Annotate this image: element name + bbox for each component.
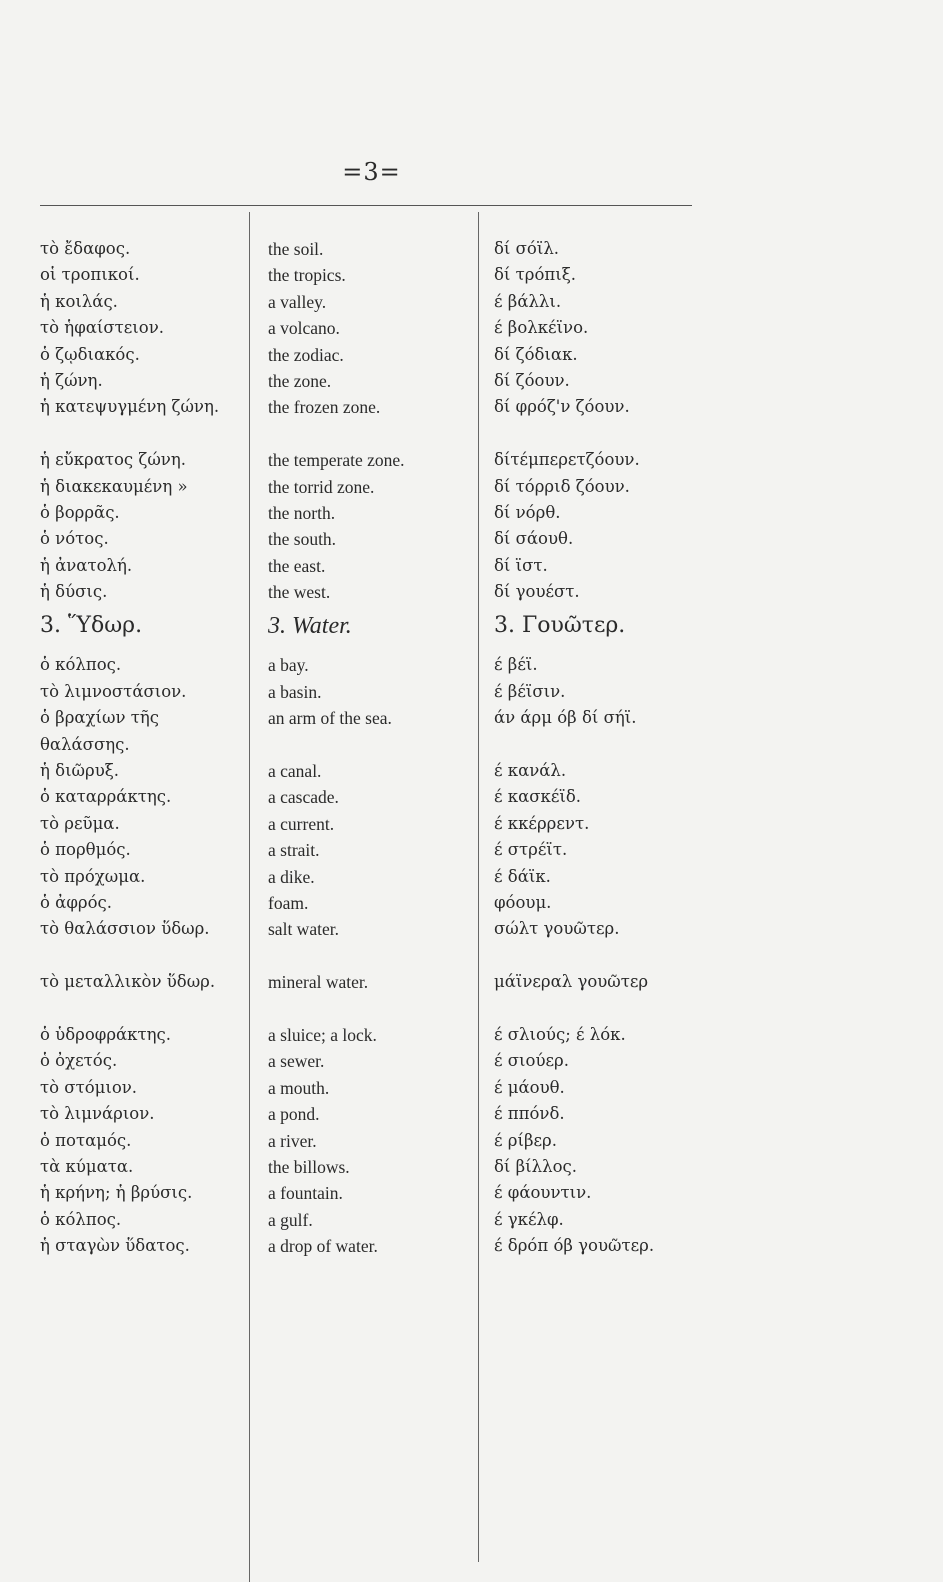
section-heading-pronunciation: 3. Γουῶτερ. [494,613,626,639]
greek-term: ὁ βραχίων τῆς θαλάσσης. [40,708,160,754]
pronunciation-column [494,236,704,1286]
greek-term: ἡ κατεψυγμένη ζώνη. [40,397,220,417]
greek-term: οἱ τροπικοί. [40,265,140,285]
pronunciation: δί νόρθ. [494,502,561,522]
pronunciation: έ δρόπ όβ γουῶτερ. [494,1236,655,1256]
english-term: mineral water. [268,972,369,993]
english-term: the west. [268,582,331,603]
greek-term: τὸ ἡφαίστειον. [40,318,164,338]
greek-term: ἡ ζώνη. [40,370,103,390]
greek-term: ἡ διῶρυξ. [40,761,120,781]
english-term: the zodiac. [268,344,344,365]
pronunciation: έ φάουντιν. [494,1183,592,1203]
pronunciation: έ βάλλι. [494,291,562,311]
greek-term: τὸ ἔδαφος. [40,239,131,258]
greek-term: ὁ καταρράκτης. [40,787,172,807]
greek-term: ἡ δύσις. [40,582,108,602]
english-term: a bay. [268,655,309,676]
english-term: salt water. [268,919,339,940]
section-heading-english: 3. Water. [268,613,352,640]
english-column [268,236,473,1260]
greek-term: ἡ κρήνη; ἡ βρύσις. [40,1183,193,1203]
pronunciation: έ ππόνδ. [494,1104,565,1124]
greek-term: ὁ ζῳδιακός. [40,344,140,364]
english-term: a cascade. [268,787,339,808]
english-term: a canal. [268,761,322,782]
greek-term: τὸ λιμνοστάσιον. [40,681,187,701]
top-rule [40,205,692,206]
pronunciation: έ βέϊ. [494,655,538,675]
pronunciation: δί σόϊλ. [494,239,560,258]
english-term: a strait. [268,840,320,861]
english-term: a sewer. [268,1051,325,1072]
greek-term: τὸ μεταλλικὸν ὕδωρ. [40,972,216,992]
greek-term: ὁ κόλπος. [40,1209,122,1229]
pronunciation: δί ζόδιακ. [494,344,578,364]
pronunciation: έ βολκέϊνο. [494,318,589,338]
greek-term: τὸ ρεῦμα. [40,813,120,833]
pronunciation: δί ϊστ. [494,555,548,575]
english-term: a current. [268,813,335,834]
english-term: a river. [268,1130,317,1151]
english-term: a basin. [268,681,322,702]
greek-term: ἡ εὔκρατος ζώνη. [40,450,186,470]
pronunciation: δί τρόπιξ. [494,265,577,285]
english-term: the east. [268,555,326,576]
english-term: the torrid zone. [268,476,375,497]
pronunciation: έ σλιούς; έ λόκ. [494,1025,626,1044]
english-term: foam. [268,893,309,914]
greek-term: ὁ κόλπος. [40,655,122,675]
english-term: the soil. [268,239,324,259]
pronunciation: μάϊνεραλ γουῶτερ [494,972,649,992]
pronunciation: δί τόρριδ ζόουν. [494,476,630,496]
english-term: a fountain. [268,1183,343,1204]
greek-term: ὁ ὑδροφράκτης. [40,1025,171,1044]
greek-term: ὁ βορρᾶς. [40,502,120,522]
greek-column [40,236,250,1260]
pronunciation: δί ζόουν. [494,370,570,390]
greek-term: ἡ κοιλάς. [40,291,118,311]
english-term: the frozen zone. [268,397,381,418]
pronunciation: δί γουέστ. [494,582,580,602]
greek-term: τὸ πρόχωμα. [40,866,146,886]
greek-term: τὸ στόμιον. [40,1077,138,1097]
pronunciation: έ μάουθ. [494,1077,565,1097]
english-term: a gulf. [268,1209,313,1230]
english-term: an arm of the sea. [268,708,392,729]
english-term: the temperate zone. [268,450,405,471]
pronunciation: φόουμ. [494,893,552,913]
english-term: a pond. [268,1104,320,1125]
pronunciation: έ ρίβερ. [494,1130,557,1150]
english-term: the billows. [268,1156,350,1177]
english-term: the south. [268,529,337,550]
english-term: the zone. [268,370,332,391]
greek-term: ὁ νότος. [40,529,109,549]
english-term: the north. [268,502,336,523]
pronunciation: έ κκέρρεντ. [494,813,590,833]
greek-term: ἡ ἀνατολή. [40,555,133,575]
pronunciation: σώλτ γουῶτερ. [494,919,620,939]
pronunciation: άν άρμ όβ δί σήϊ. [494,708,637,728]
greek-term: τὸ λιμνάριον. [40,1104,155,1124]
english-term: a volcano. [268,318,340,339]
pronunciation: έ σιούερ. [494,1051,569,1071]
english-term: a dike. [268,866,315,887]
pronunciation: δί βίλλος. [494,1156,577,1176]
greek-term: ὁ ἀφρός. [40,893,112,913]
pronunciation: δί σάουθ. [494,529,574,549]
greek-term: τὸ θαλάσσιον ὕδωρ. [40,919,210,939]
english-term: a valley. [268,291,327,312]
page-number: =3= [342,158,401,186]
greek-term: ἡ σταγὼν ὕδατος. [40,1236,190,1256]
pronunciation: έ δάϊκ. [494,866,551,886]
english-term: the tropics. [268,265,346,286]
pronunciation: έ κανάλ. [494,761,567,781]
english-term: a drop of water. [268,1236,378,1257]
greek-term: τὰ κύματα. [40,1156,134,1176]
pronunciation: έ κασκέϊδ. [494,787,582,807]
pronunciation: έ στρέϊτ. [494,840,568,860]
english-term: a sluice; a lock. [268,1025,377,1045]
greek-term: ὁ ποταμός. [40,1130,132,1150]
pronunciation: δί φρόζ'ν ζόουν. [494,397,630,417]
pronunciation: δίτέμπερετζόουν. [494,450,640,470]
greek-term: ὁ πορθμός. [40,840,131,860]
pronunciation: έ βέϊσιν. [494,681,566,701]
greek-term: ὁ ὀχετός. [40,1051,118,1071]
english-term: a mouth. [268,1077,330,1098]
section-heading-greek: 3. Ὕδωρ. [40,613,143,639]
pronunciation: έ γκέλφ. [494,1209,564,1229]
greek-term: ἡ διακεκαυμένη » [40,476,188,496]
column-divider-2 [478,212,479,1562]
